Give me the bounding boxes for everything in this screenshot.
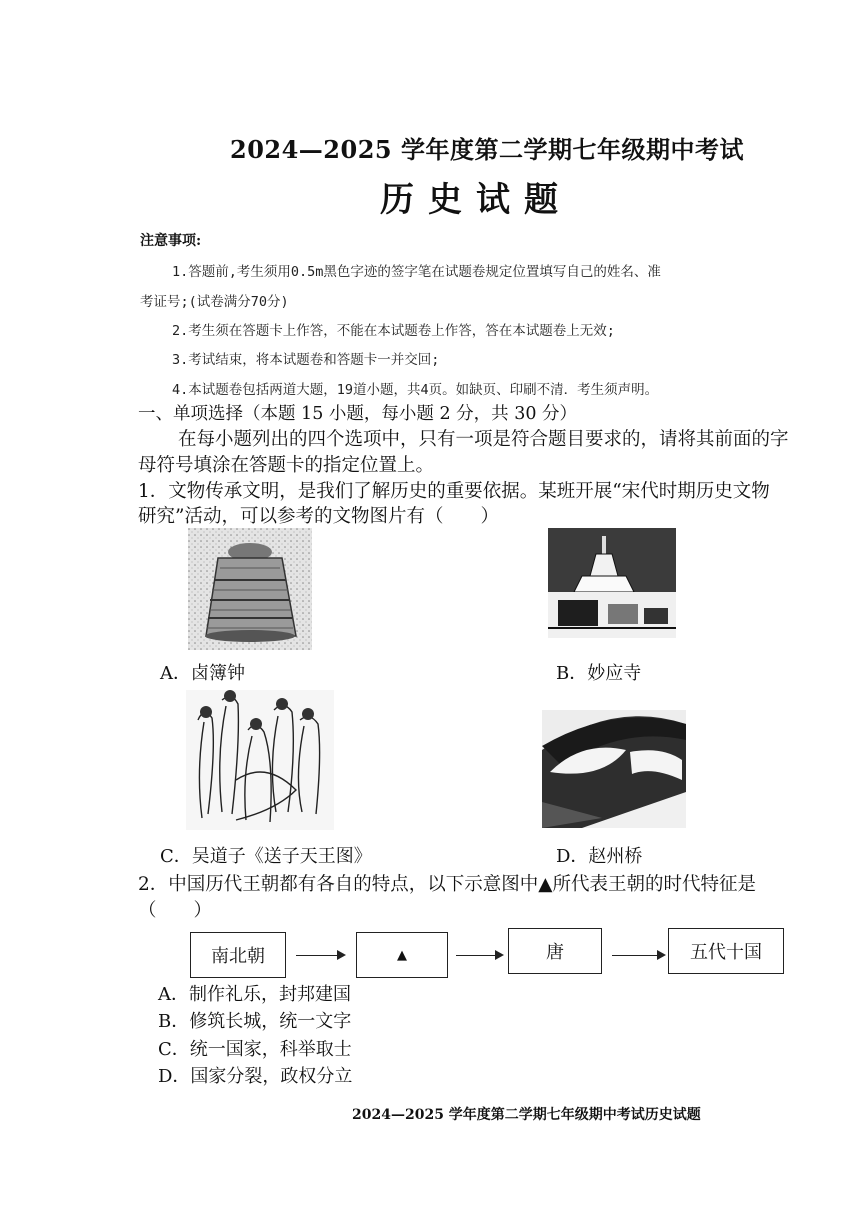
notice-line-1b: 考证号;(试卷满分70分) (140, 294, 289, 310)
q1-option-b[interactable]: B．妙应寺 (556, 663, 642, 684)
notice-heading: 注意事项: (140, 233, 202, 249)
q2-option-c[interactable]: C．统一国家，科举取士 (158, 1039, 352, 1060)
flow-arrow-3 (612, 955, 664, 956)
q2-option-d[interactable]: D．国家分裂，政权分立 (158, 1066, 353, 1087)
flow-box-nanbeichao: 南北朝 (190, 932, 286, 978)
subject-title: 历史试题 (380, 180, 572, 220)
q1-option-d[interactable]: D．赵州桥 (556, 846, 643, 867)
pagoda-image (548, 528, 676, 638)
q1-stem-1: 1．文物传承文明，是我们了解历史的重要依据。某班开展“宋代时期历史文物 (138, 481, 770, 502)
q2-option-b[interactable]: B．修筑长城，统一文字 (158, 1011, 352, 1032)
flow-arrow-1 (296, 955, 344, 956)
page-footer: 2024—2025 学年度第二学期七年级期中考试历史试题 (352, 1107, 701, 1123)
q1-option-c[interactable]: C．吴道子《送子天王图》 (160, 846, 372, 867)
notice-line-4: 4.本试题卷包括两道大题，19道小题，共4页。如缺页、印刷不清．考生须声明。 (172, 382, 659, 398)
q2-stem-2: （ ） (138, 900, 213, 921)
flow-arrow-2 (456, 955, 502, 956)
bell-image (188, 528, 312, 650)
section-instruction-1: 在每小题列出的四个选项中，只有一项是符合题目要求的，请将其前面的字 (178, 429, 789, 450)
section-instruction-2: 母符号填涂在答题卡的指定位置上。 (138, 455, 435, 476)
flow-box-wudai: 五代十国 (668, 928, 784, 974)
section-title: 一、单项选择（本题 15 小题，每小题 2 分，共 30 分） (138, 404, 578, 424)
q1-stem-2: 研究”活动，可以参考的文物图片有（ ） (138, 506, 499, 527)
flow-box-triangle: ▲ (356, 932, 448, 978)
q2-option-a[interactable]: A．制作礼乐，封邦建国 (158, 984, 351, 1005)
flow-box-tang: 唐 (508, 928, 602, 974)
q1-option-a[interactable]: A．卤簿钟 (160, 663, 245, 684)
q2-stem-1: 2．中国历代王朝都有各自的特点，以下示意图中▲所代表王朝的时代特征是 (138, 874, 757, 895)
notice-line-1a: 1.答题前,考生须用0.5m黑色字迹的签字笔在试题卷规定位置填写自己的姓名、准 (172, 264, 661, 280)
bridge-image (542, 710, 686, 828)
painting-image (186, 690, 334, 830)
notice-line-3: 3.考试结束，将本试题卷和答题卡一并交回; (172, 352, 440, 368)
exam-title: 2024—2025 学年度第二学期七年级期中考试 (230, 135, 744, 164)
notice-line-2: 2.考生须在答题卡上作答，不能在本试题卷上作答，答在本试题卷上无效; (172, 323, 615, 339)
